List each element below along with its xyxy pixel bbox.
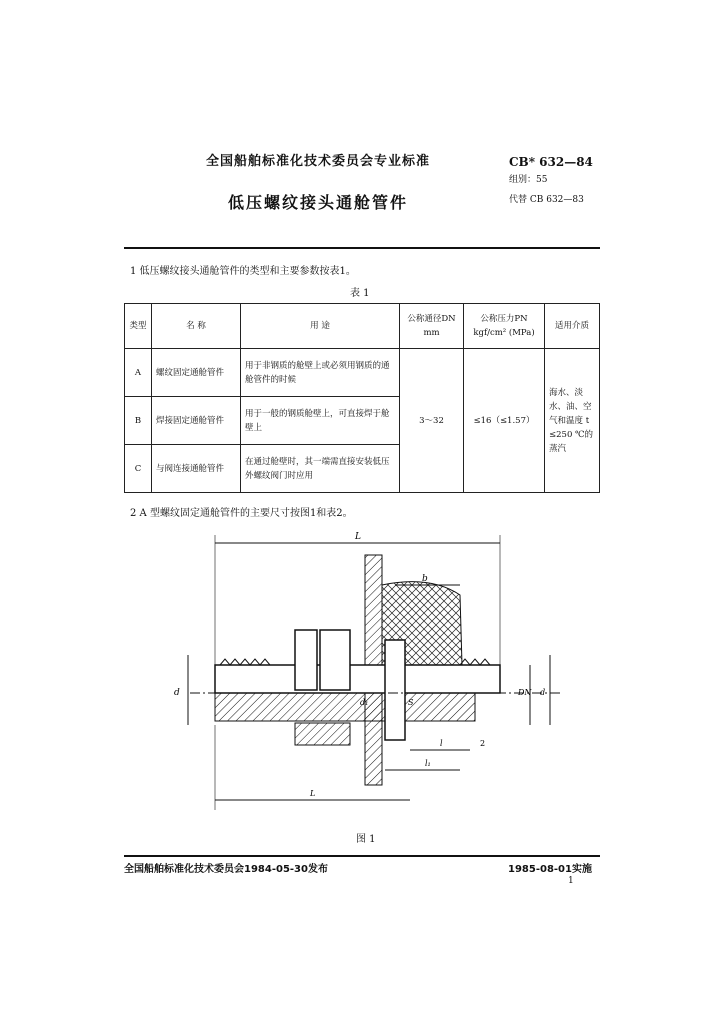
header-rule <box>124 247 600 249</box>
document-title: 低压螺纹接头通舱管件 <box>228 193 409 212</box>
row-type: A <box>125 349 152 397</box>
standard-code: CB* 632—84 <box>509 155 593 169</box>
row-name: 与阀连接通舱管件 <box>152 445 241 493</box>
medium-value: 海水、淡水、油、空气和温度 t ≤250 ℃的蒸汽 <box>545 349 600 493</box>
row-type: C <box>125 445 152 493</box>
issued-date: 全国船舶标准化技术委员会1984-05-30发布 <box>124 864 328 875</box>
table-header-row <box>125 304 600 349</box>
row-name: 螺纹固定通舱管件 <box>152 349 241 397</box>
thread-right <box>460 659 490 665</box>
label-d: d <box>174 688 180 698</box>
label-l1: l₁ <box>425 759 431 768</box>
page-number: 1 <box>568 876 574 886</box>
flange <box>385 640 405 740</box>
pipe-body <box>215 665 500 693</box>
row-use: 用于非钢质的舱壁上或必须用钢质的通舱管件的时候 <box>241 349 400 397</box>
nut-right <box>320 630 350 690</box>
label-d-right: d <box>540 688 546 697</box>
effective-date: 1985-08-01实施 <box>508 864 592 875</box>
label-two: 2 <box>480 739 486 748</box>
row-name: 焊接固定通舱管件 <box>152 397 241 445</box>
figure-1-caption: 图 1 <box>356 834 376 845</box>
group-number: 组别：55 <box>509 175 548 185</box>
header-use: 用 途 <box>241 304 400 349</box>
nut-lower <box>295 723 350 745</box>
label-DN: DN <box>518 688 532 697</box>
header-pn: 公称压力PN kgf/cm² (MPa) <box>464 304 545 349</box>
parameter-table <box>124 303 600 493</box>
label-d1: d₁ <box>360 698 369 707</box>
replaces-standard: 代替 CB 632—83 <box>509 195 584 205</box>
pipe-section <box>215 693 475 721</box>
dn-value: 3～32 <box>400 349 464 493</box>
header-name: 名 称 <box>152 304 241 349</box>
table-row <box>125 349 600 397</box>
label-l: l <box>440 739 443 748</box>
footer-rule <box>124 855 600 857</box>
row-type: B <box>125 397 152 445</box>
table-1-caption: 表 1 <box>350 288 370 299</box>
label-L: L <box>355 532 361 542</box>
row-use: 用于一般的钢质舱壁上，可直接焊于舱壁上 <box>241 397 400 445</box>
header-dn: 公称通径DN mm <box>400 304 464 349</box>
section-1-text: 1 低压螺纹接头通舱管件的类型和主要参数按表1。 <box>130 266 356 277</box>
committee-standard-heading: 全国船舶标准化技术委员会专业标准 <box>206 154 431 169</box>
thread-left <box>220 659 270 665</box>
pn-value: ≤16（≤1.57） <box>464 349 545 493</box>
label-L-lower: L <box>310 789 316 798</box>
figure-1-drawing <box>160 525 580 825</box>
header-medium: 适用介质 <box>545 304 600 349</box>
row-use: 在通过舱壁时，其一端需直接安装低压外螺纹阀门时应用 <box>241 445 400 493</box>
header-type: 类型 <box>125 304 152 349</box>
nut-left <box>295 630 317 690</box>
section-2-text: 2 A 型螺纹固定通舱管件的主要尺寸按图1和表2。 <box>130 508 353 519</box>
label-S: S <box>408 698 414 707</box>
label-b: b <box>422 574 428 584</box>
